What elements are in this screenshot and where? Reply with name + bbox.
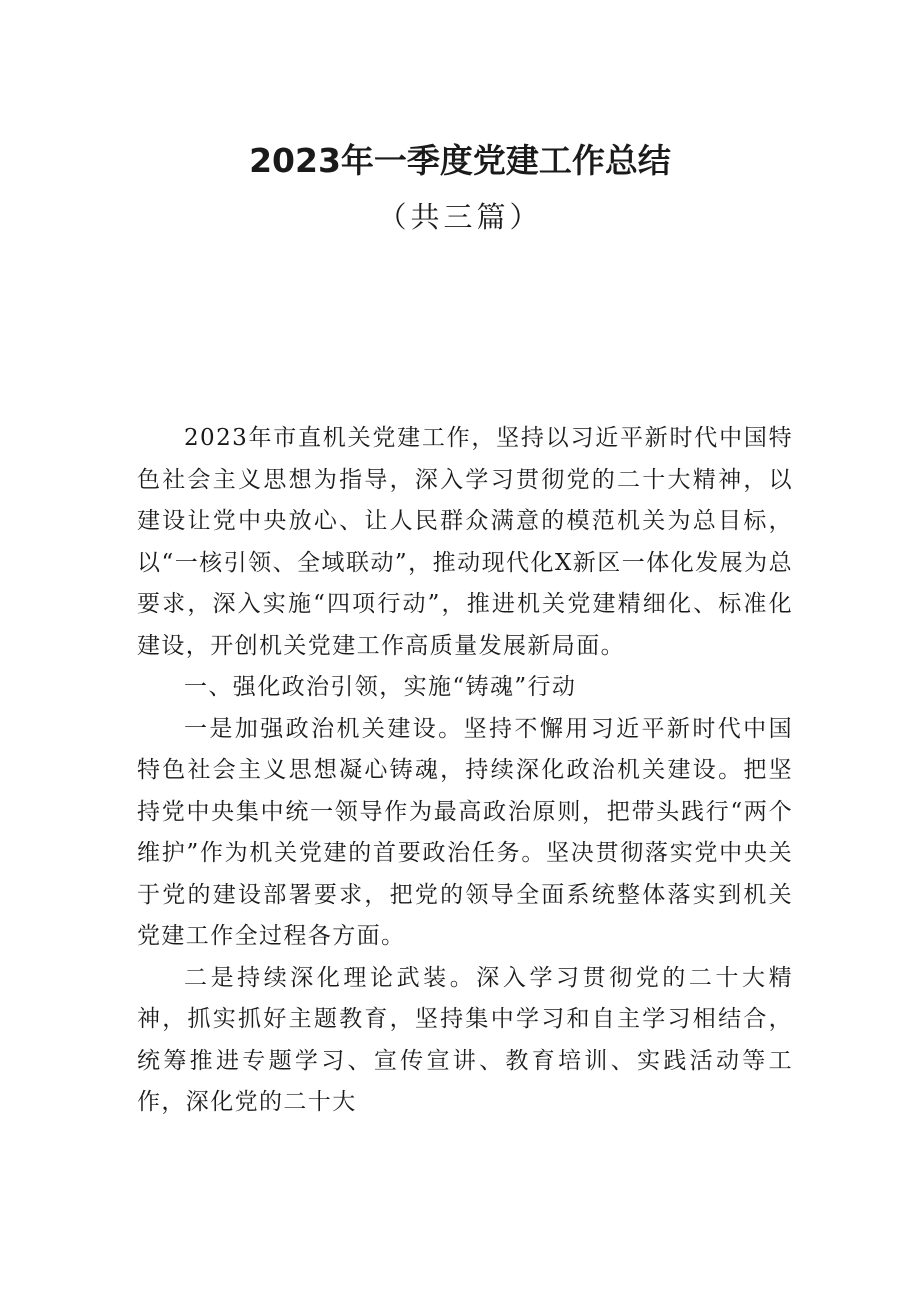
body-paragraph: 二是持续深化理论武装。深入学习贯彻党的二十大精神，抓实抓好主题教育，坚持集中学习和自主学习相结合，统筹推进专题学习、宣传宣讲、教育培训、实践活动等工作，深化党的二十大 bbox=[137, 964, 793, 1115]
document-body bbox=[137, 418, 793, 1124]
document-title: 2023年一季度党建工作总结 bbox=[249, 141, 671, 180]
section-heading: 一、强化政治引领，实施“铸魂”行动 bbox=[184, 674, 577, 700]
body-paragraph: 一是加强政治机关建设。坚持不懈用习近平新时代中国特色社会主义思想凝心铸魂，持续深化政治机关建设。把坚持党中央集中统一领导作为最高政治原则，把带头践行“两个维护”作为机关党建的首要政治任务。坚决贯彻落实党中央关于党的建设部署要求，把党的领导全面系统整体落实到机关党建工作全过程各方面。 bbox=[137, 715, 793, 949]
document-subtitle: （共三篇） bbox=[377, 200, 543, 234]
body-paragraph: 2023年市直机关党建工作，坚持以习近平新时代中国特色社会主义思想为指导，深入学习贯彻党的二十大精神，以建设让党中央放心、让人民群众满意的模范机关为总目标，以“一核引领、全域联动”，推动现代化X新区一体化发展为总要求，深入实施“四项行动”，推进机关党建精细化、标准化建设，开创机关党建工作高质量发展新局面。 bbox=[137, 425, 793, 659]
